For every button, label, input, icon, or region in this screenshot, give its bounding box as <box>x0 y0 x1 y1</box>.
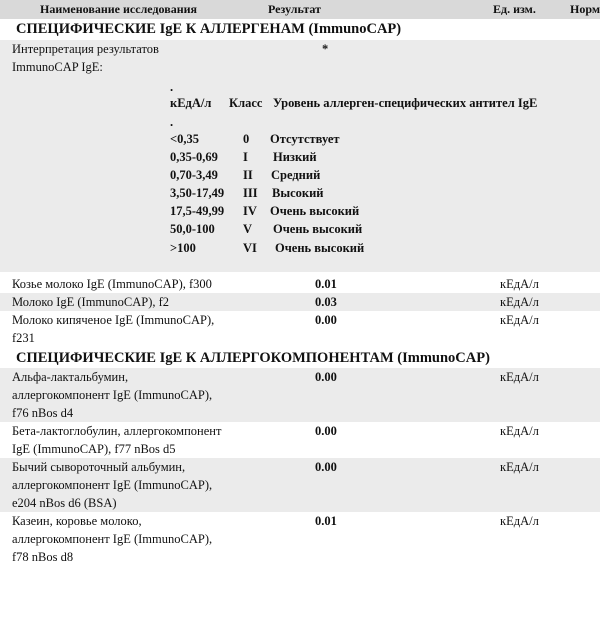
test-name: Альфа-лактальбумин, <box>12 370 129 384</box>
result-value: 0.00 <box>315 460 337 474</box>
test-name: Казеин, коровье молоко, <box>12 514 142 528</box>
test-name: f76 nBos d4 <box>12 406 74 420</box>
legend-range: 50,0-100 <box>170 222 215 236</box>
table-row <box>0 275 600 293</box>
test-name: f78 nBos d8 <box>12 550 74 564</box>
result-value: 0.00 <box>315 370 337 384</box>
header-norm: Норм <box>570 2 600 16</box>
legend-range: 17,5-49,99 <box>170 204 225 218</box>
legend-level: Средний <box>271 168 321 182</box>
section-title: СПЕЦИФИЧЕСКИЕ IgE К АЛЛЕРГОКОМПОНЕНТАМ (ImmunoCAP) <box>16 350 490 366</box>
legend-class: I <box>243 150 248 164</box>
interpretation-marker: * <box>322 42 329 56</box>
legend-level: Отсутствует <box>270 132 340 146</box>
interpretation-label: Интерпретация результатов <box>12 42 159 56</box>
table-row <box>0 311 600 347</box>
legend-class: 0 <box>243 132 250 146</box>
dot: . <box>170 115 174 129</box>
result-unit: кЕдА/л <box>500 370 539 384</box>
table-row <box>0 458 600 512</box>
legend-range: >100 <box>170 241 196 255</box>
result-unit: кЕдА/л <box>500 295 539 309</box>
test-name: f231 <box>12 331 35 345</box>
legend-level: Очень высокий <box>273 222 363 236</box>
interpretation-block <box>0 40 600 272</box>
section-title: СПЕЦИФИЧЕСКИЕ IgE К АЛЛЕРГЕНАМ (ImmunoCAP) <box>16 21 402 37</box>
test-name: аллергокомпонент IgE (ImmunoCAP), <box>12 478 213 492</box>
interpretation-legend <box>0 40 600 272</box>
table-row <box>0 512 600 566</box>
result-value: 0.00 <box>315 424 337 438</box>
table-header <box>0 0 600 19</box>
legend-range: 0,35-0,69 <box>170 150 218 164</box>
test-name: Бычий сывороточный альбумин, <box>12 460 186 474</box>
result-unit: кЕдА/л <box>500 277 539 291</box>
section-components <box>0 349 600 368</box>
test-name: IgE (ImmunoCAP), f77 nBos d5 <box>12 442 176 456</box>
test-name: e204 nBos d6 (BSA) <box>12 496 117 510</box>
legend-level: Очень высокий <box>270 204 360 218</box>
test-name: Молоко IgE (ImmunoCAP), f2 <box>12 295 170 309</box>
result-unit: кЕдА/л <box>500 424 539 438</box>
legend-level: Высокий <box>272 186 324 200</box>
table-row <box>0 368 600 422</box>
result-value: 0.01 <box>315 514 337 528</box>
result-value: 0.00 <box>315 313 337 327</box>
legend-class: V <box>243 222 253 236</box>
legend-header-class: Класс <box>229 96 263 110</box>
legend-range: <0,35 <box>170 132 199 146</box>
legend-header-level: Уровень аллерген-специфических антител IgE <box>273 96 538 110</box>
header-name: Наименование исследования <box>40 2 198 16</box>
legend-class: II <box>243 168 253 182</box>
interpretation-label-2: ImmunoCAP IgE: <box>12 60 103 74</box>
legend-level: Низкий <box>273 150 317 164</box>
dot: . <box>170 80 174 94</box>
legend-range: 3,50-17,49 <box>170 186 225 200</box>
result-value: 0.01 <box>315 277 337 291</box>
legend-class: IV <box>243 204 257 218</box>
result-unit: кЕдА/л <box>500 313 539 327</box>
test-name: аллергокомпонент IgE (ImmunoCAP), <box>12 532 213 546</box>
result-unit: кЕдА/л <box>500 514 539 528</box>
table-row <box>0 293 600 311</box>
test-name: аллергокомпонент IgE (ImmunoCAP), <box>12 388 213 402</box>
legend-level: Очень высокий <box>275 241 365 255</box>
test-name: Бета-лактоглобулин, аллергокомпонент <box>12 424 222 438</box>
test-name: Козье молоко IgE (ImmunoCAP), f300 <box>12 277 212 291</box>
result-value: 0.03 <box>315 295 337 309</box>
legend-class: VI <box>243 241 257 255</box>
legend-header-unit: кЕдА/л <box>170 96 212 110</box>
header-result: Результат <box>268 2 322 16</box>
table-row <box>0 422 600 458</box>
section-allergens <box>0 20 600 39</box>
legend-class: III <box>243 186 258 200</box>
header-unit: Ед. изм. <box>493 2 536 16</box>
legend-range: 0,70-3,49 <box>170 168 218 182</box>
test-name: Молоко кипяченое IgE (ImmunoCAP), <box>12 313 215 327</box>
result-unit: кЕдА/л <box>500 460 539 474</box>
